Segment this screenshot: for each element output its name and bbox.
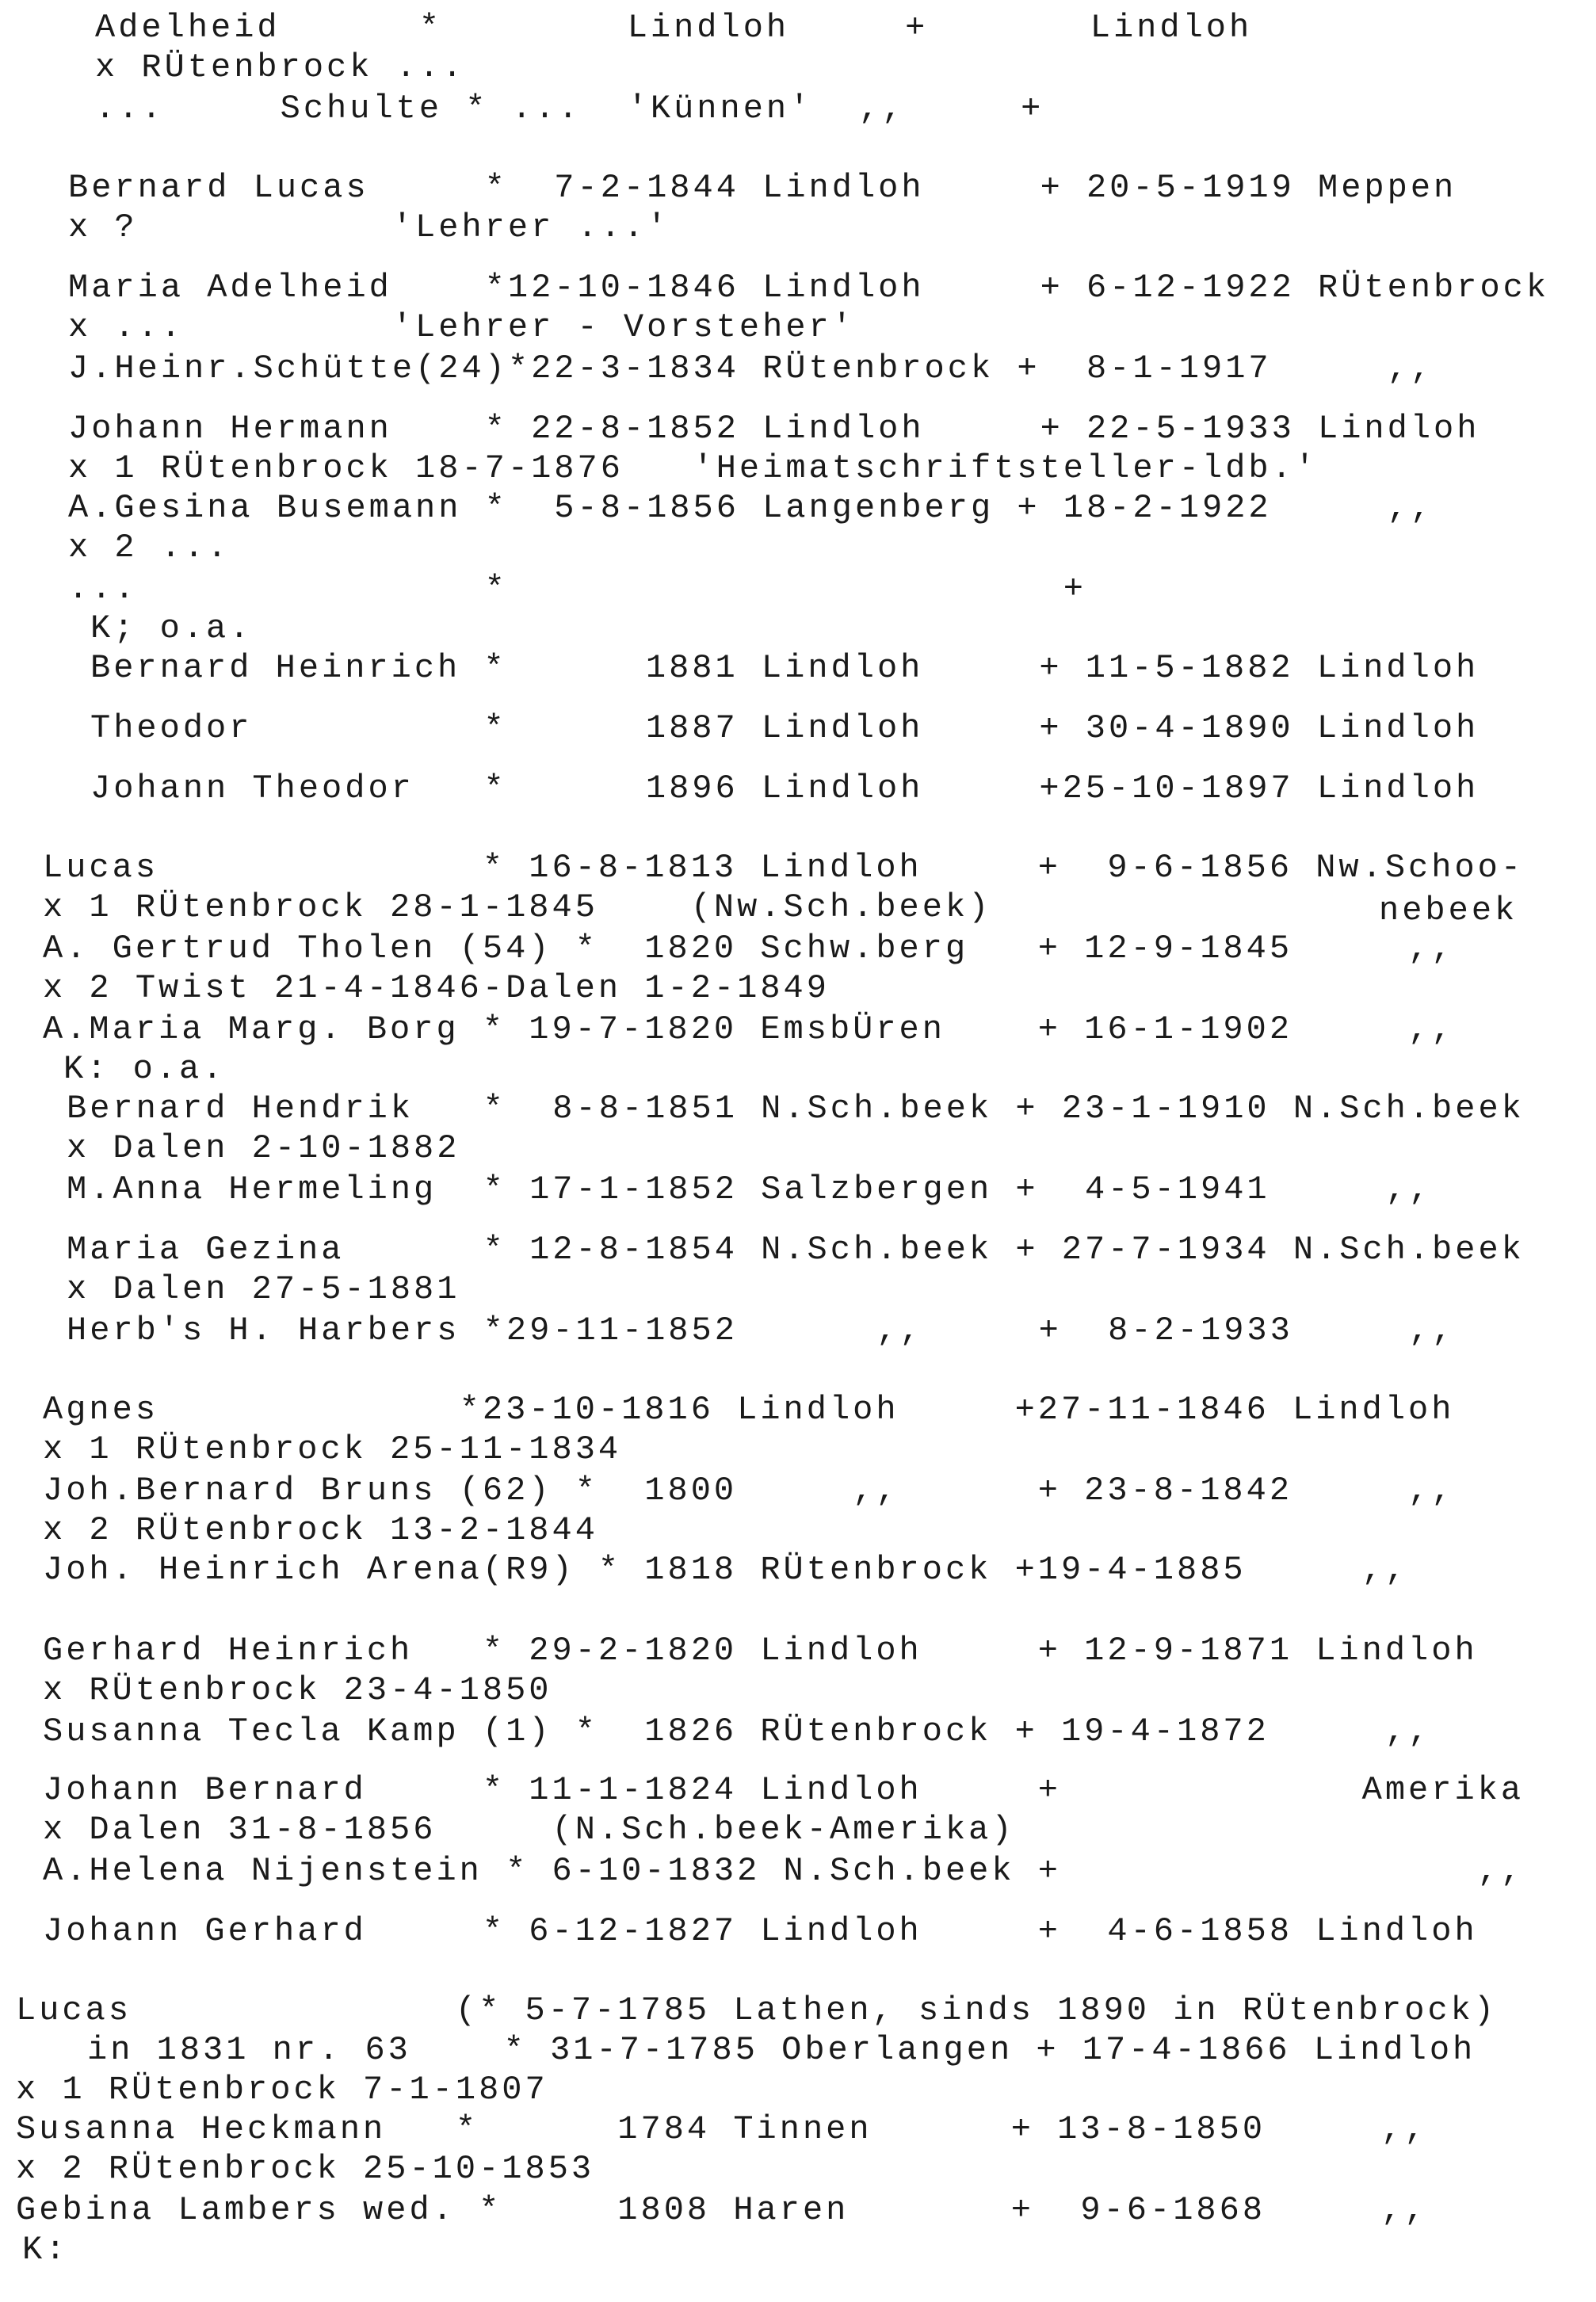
text-line: x RÜtenbrock ... (95, 48, 466, 86)
text-line: Bernard Heinrich * 1881 Lindloh + 11-5-1882 Lindloh (90, 649, 1480, 687)
text-line: Lucas * 16-8-1813 Lindloh + 9-6-1856 Nw.Schoo- (43, 849, 1525, 887)
text-line: x 2 ... (68, 529, 231, 567)
text-line: x 2 Twist 21-4-1846-Dalen 1-2-1849 (43, 969, 830, 1007)
text-line: ... Schulte * ... 'Künnen' ,, + (95, 90, 1044, 128)
text-line: x Dalen 2-10-1882 (67, 1129, 460, 1167)
text-line: Susanna Heckmann * 1784 Tinnen + 13-8-1850 ,, (16, 2110, 1428, 2148)
text-line: x ... 'Lehrer - Vorsteher' (68, 308, 855, 346)
text-line: Adelheid * Lindloh + Lindloh (95, 9, 1253, 47)
text-line: x RÜtenbrock 23-4-1850 (43, 1671, 552, 1709)
text-line: Bernard Lucas * 7-2-1844 Lindloh + 20-5-1919 Meppen (68, 169, 1457, 207)
text-line: M.Anna Hermeling * 17-1-1852 Salzbergen + 4-5-1941 ,, (67, 1170, 1433, 1208)
text-line: Johann Hermann * 22-8-1852 Lindloh + 22-5-1933 Lindloh (68, 410, 1480, 448)
text-line: x ? 'Lehrer ...' (68, 208, 670, 246)
text-line: Johann Bernard * 11-1-1824 Lindloh + Amerika (43, 1771, 1525, 1809)
text-line: K: (22, 2231, 69, 2269)
text-line: x 2 RÜtenbrock 13-2-1844 (43, 1511, 598, 1549)
text-line: Gebina Lambers wed. * 1808 Haren + 9-6-1868 ,, (16, 2191, 1428, 2229)
text-line: x 1 RÜtenbrock 25-11-1834 (43, 1430, 622, 1468)
text-line: Susanna Tecla Kamp (1) * 1826 RÜtenbrock + 19-4-1872 ,, (43, 1712, 1432, 1750)
text-line: x Dalen 27-5-1881 (67, 1270, 460, 1308)
text-line: Herb's H. Harbers *29-11-1852 ,, + 8-2-1933 ,, (67, 1311, 1456, 1350)
text-line: Gerhard Heinrich * 29-2-1820 Lindloh + 12-9-1871 Lindloh (43, 1632, 1478, 1670)
text-line: x 2 RÜtenbrock 25-10-1853 (16, 2150, 595, 2188)
text-line: K; o.a. (90, 609, 253, 647)
text-line: A.Gesina Busemann * 5-8-1856 Langenberg + 18-2-1922 ,, (68, 489, 1434, 527)
text-line: ... * + (68, 570, 1086, 608)
text-line: nebeek (1379, 891, 1518, 930)
text-line: Joh. Heinrich Arena(R9) * 1818 RÜtenbrock +19-4-1885 ,, (43, 1551, 1409, 1589)
text-line: Johann Theodor * 1896 Lindloh +25-10-1897 Lindloh (90, 769, 1480, 807)
text-line: Lucas (* 5-7-1785 Lathen, sinds 1890 in RÜtenbrock) (16, 1991, 1498, 2029)
text-line: Agnes *23-10-1816 Lindloh +27-11-1846 Lindloh (43, 1391, 1455, 1429)
text-line: x 1 RÜtenbrock 18-7-1876 'Heimatschriftsteller-ldb.' (68, 449, 1319, 487)
text-line: Theodor * 1887 Lindloh + 30-4-1890 Lindloh (90, 709, 1480, 747)
text-line: A. Gertrud Tholen (54) * 1820 Schw.berg + 12-9-1845 ,, (43, 930, 1455, 968)
text-line: A.Maria Marg. Borg * 19-7-1820 EmsbÜren + 16-1-1902 ,, (43, 1010, 1455, 1048)
text-line: x 1 RÜtenbrock 28-1-1845 (Nw.Sch.beek) (43, 888, 992, 926)
text-line: J.Heinr.Schütte(24)*22-3-1834 RÜtenbrock + 8-1-1917 ,, (68, 349, 1434, 387)
text-line: Johann Gerhard * 6-12-1827 Lindloh + 4-6-1858 Lindloh (43, 1912, 1478, 1950)
text-line: in 1831 nr. 63 * 31-7-1785 Oberlangen + 17-4-1866 Lindloh (87, 2031, 1476, 2069)
text-line: K: o.a. (63, 1050, 226, 1088)
text-line: A.Helena Nijenstein * 6-10-1832 N.Sch.beek + ,, (43, 1852, 1525, 1890)
text-line: Maria Gezina * 12-8-1854 N.Sch.beek + 27-7-1934 N.Sch.beek (67, 1231, 1525, 1269)
text-line: Maria Adelheid *12-10-1846 Lindloh + 6-12-1922 RÜtenbrock (68, 269, 1550, 307)
text-line: x Dalen 31-8-1856 (N.Sch.beek-Amerika) (43, 1811, 1015, 1849)
text-line: Bernard Hendrik * 8-8-1851 N.Sch.beek + 23-1-1910 N.Sch.beek (67, 1090, 1525, 1128)
text-line: Joh.Bernard Bruns (62) * 1800 ,, + 23-8-1842 ,, (43, 1472, 1455, 1510)
text-line: x 1 RÜtenbrock 7-1-1807 (16, 2071, 548, 2109)
